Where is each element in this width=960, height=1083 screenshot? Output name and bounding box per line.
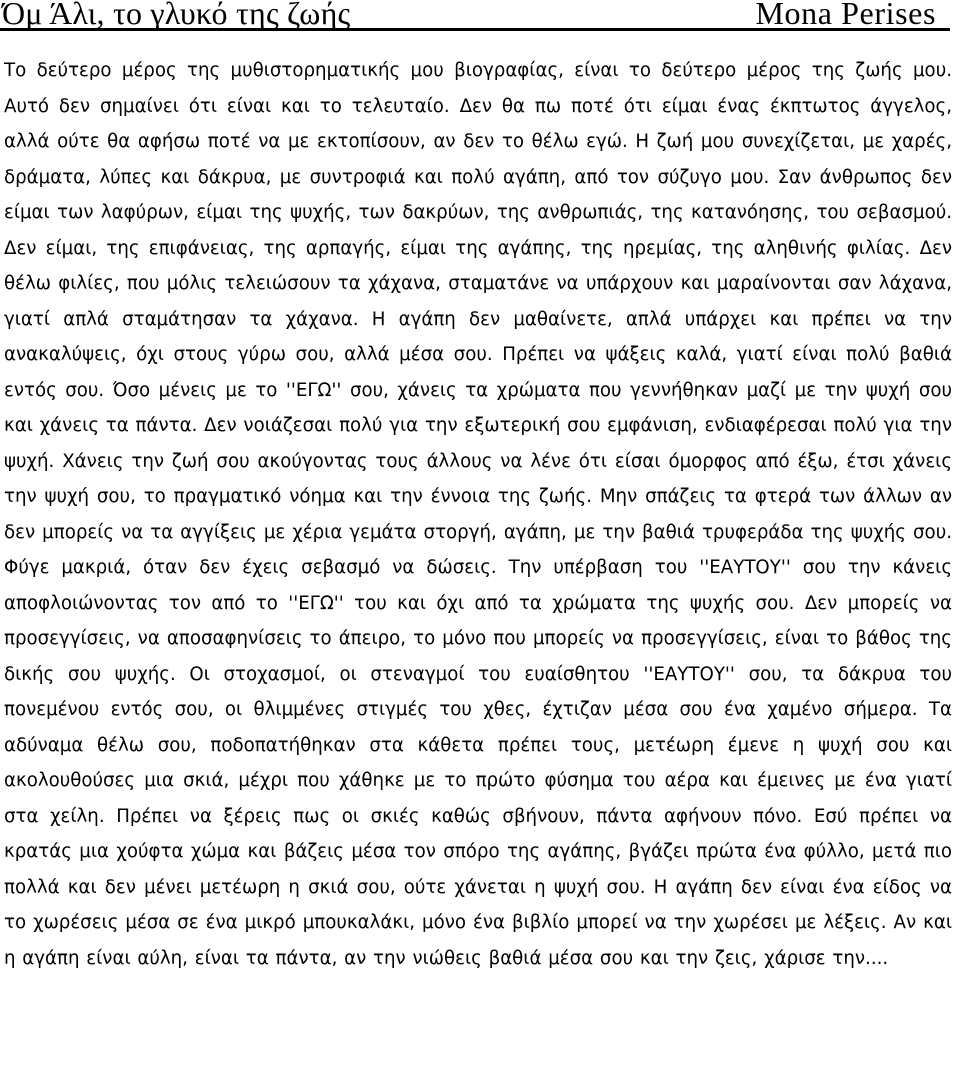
book-title: Όμ Άλι, το γλυκό της ζωής [2,0,351,31]
page-header [0,0,960,34]
body-paragraph: Το δεύτερο μέρος της μυθιστορηματικής μου βιογραφίας, είναι το δεύτερο μέρος της ζωής μου. Αυτό δεν σημαίνει ότι είναι και το τελευταίο. Δεν θα πω ποτέ ότι είμαι ένας έκπτωτος άγγελος, αλλά ούτε θα αφήσω ποτέ να με εκτοπίσουν, αν δεν το θέλω εγώ. Η ζωή μου συνεχίζεται, με χαρές, δράματα, λύπες και δάκρυα, με συντροφιά και πολύ αγάπη, από τον σύζυγο μου. Σαν άνθρωπος δεν είμαι των λαφύρων, είμαι της ψυχής, των δακρύων, της ανθρωπιάς, της κατανόησης, του σεβασμού. Δεν είμαι, της επιφάνειας, της αρπαγής, είμαι της αγάπης, της ηρεμίας, της αληθινής φιλίας. Δεν θέλω φιλίες, που μόλις τελειώσουν τα χάχανα, σταματάνε να υπάρχουν και μαραίνονται σαν λάχανα, γιατί απλά σταμάτησαν τα χάχανα. Η αγάπη δεν μαθαίνετε, απλά υπάρχει και πρέπει να την ανακαλύψεις, όχι στους γύρω σου, αλλά μέσα σου. Πρέπει να ψάξεις καλά, γιατί είναι πολύ βαθιά εντός σου. Όσο μένεις με το ''ΕΓΩ'' σου, χάνεις τα χρώματα που γεννήθηκαν μαζί με την ψυχή σου και χάνεις τα πάντα. Δεν νοιάζεσαι πολύ για την εξωτερική σου εμφάνιση, ενδιαφέρεσαι πολύ για την ψυχή. Χάνεις την ζωή σου ακούγοντας τους άλλους να λένε ότι είσαι όμορφος από έξω, έτσι χάνεις την ψυχή σου, το πραγματικό νόημα και την έννοια της ζωής. Μην σπάζεις τα φτερά των άλλων αν δεν μπορείς να τα αγγίξεις με χέρια γεμάτα στοργή, αγάπη, με την βαθιά τρυφεράδα της ψυχής σου. Φύγε μακριά, όταν δεν έχεις σεβασμό να δώσεις. Την υπέρβαση του ''ΕΑΥΤΟΥ'' σου την κάνεις αποφλοιώνοντας τον από το ''ΕΓΩ'' του και όχι από τα χρώματα της ψυχής σου. Δεν μπορείς να προσεγγίσεις, να αποσαφηνίσεις το άπειρο, το μόνο που μπορείς να προσεγγίσεις, είναι το βάθος της δικής σου ψυχής. Οι στοχασμοί, οι στεναγμοί του ευαίσθητου ''ΕΑΥΤΟΥ'' σου, τα δάκρυα του πονεμένου εντός σου, οι θλιμμένες στιγμές του χθες, έχτιζαν μέσα σου ένα χαμένο σήμερα. Τα αδύναμα θέλω σου, ποδοπατήθηκαν στα κάθετα πρέπει τους, μετέωρη έμενε η ψυχή σου και ακολουθούσες μια σκιά, μέχρι που χάθηκε με το πρώτο φύσημα του αέρα και έμεινες με ένα γιατί στα χείλη. Πρέπει να ξέρεις πως οι σκιές καθώς σβήνουν, πάντα αφήνουν πόνο. Εσύ πρέπει να κρατάς μια χούφτα χώμα και βάζεις μέσα τον σπόρο της αγάπης, βγάζει πρώτα ένα φύλλο, μετά πιο πολλά και δεν μένει μετέωρη η σκιά σου, ούτε χάνεται η ψυχή σου. Η αγάπη δεν είναι ένα είδος να το χωρέσεις μέσα σε ένα μικρό μπουκαλάκι, μόνο ένα βιβλίο μπορεί να την χωρέσει με λέξεις. Αν και η αγάπη είναι αύλη, είναι τα πάντα, αν την νιώθεις βαθιά μέσα σου και την ζεις, χάρισε την.... [4,60,952,969]
header-divider [0,28,950,31]
author-name: Mona Perises [755,0,936,31]
